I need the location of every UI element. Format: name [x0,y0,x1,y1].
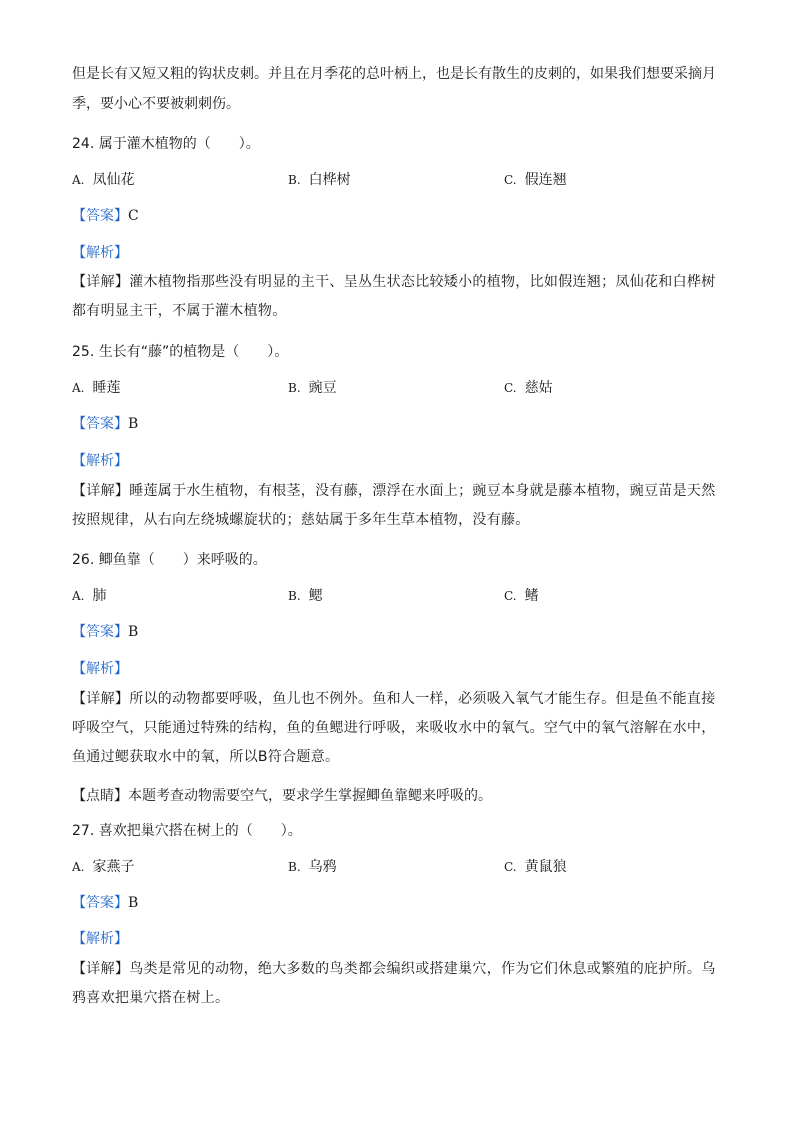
answer-label: 【答案】 [72,624,128,640]
option-text: 肺 [92,588,107,604]
question-24-answer [72,206,724,226]
detail-label: 【详解】 [72,691,130,707]
question-26-analysis [72,659,724,679]
intro-line-2: 季，要小心不要被刺刺伤。 [72,96,240,112]
option-text: 假连翘 [524,172,567,188]
question-27-option-c [504,857,567,877]
analysis-label: 【解析】 [72,931,128,947]
detail-label: 【详解】 [72,483,130,499]
answer-value: B [128,624,139,640]
question-25-detail [72,477,724,535]
answer-label: 【答案】 [72,895,128,911]
option-letter: A. [72,173,85,187]
intro-line-1: 但是长有又短又粗的钩状皮刺。并且在月季花的总叶柄上，也是长有散生的皮刺的，如果我们想要采摘月 [72,66,716,82]
analysis-label: 【解析】 [72,661,128,677]
option-text: 睡莲 [92,380,121,396]
answer-label: 【答案】 [72,208,128,224]
question-27-stem: 27. 喜欢把巢穴搭在树上的（ ）。 [72,823,302,839]
question-24-analysis [72,243,724,263]
option-text: 鳃 [308,588,323,604]
option-letter: B. [288,860,301,874]
question-26-answer [72,622,724,642]
analysis-label: 【解析】 [72,453,128,469]
question-25-option-a [72,378,120,398]
option-letter: A. [72,589,85,603]
detail-text: 鸟类是常见的动物，绝大多数的鸟类都会编织或搭建巢穴，作为它们休息或繁殖的庇护所。乌鸦喜欢把巢穴搭在树上。 [72,961,716,1006]
question-25-answer [72,414,724,434]
question-24-detail [72,268,724,326]
question-26-comment [72,786,724,806]
answer-value: B [128,895,139,911]
option-letter: C. [504,589,517,603]
option-letter: B. [288,381,301,395]
option-letter: C. [504,381,517,395]
option-text: 慈姑 [524,380,553,396]
answer-label: 【答案】 [72,416,128,432]
option-text: 黄鼠狼 [524,859,567,875]
question-25-option-b [288,378,337,398]
option-letter: B. [288,589,301,603]
question-25-option-c [504,378,553,398]
question-27-analysis [72,929,724,949]
option-text: 凤仙花 [92,172,135,188]
option-text: 豌豆 [308,380,337,396]
detail-text: 睡莲属于水生植物，有根茎，没有藤，漂浮在水面上；豌豆本身就是藤本植物，豌豆苗是天然按照规律，从右向左绕城螺旋状的；慈姑属于多年生草本植物，没有藤。 [72,483,716,528]
question-26-detail [72,685,724,772]
answer-value: B [128,416,139,432]
answer-value: C [128,208,139,224]
question-25-stem: 25. 生长有“藤”的植物是（ ）。 [72,344,289,360]
question-26-stem: 26. 鲫鱼靠（ ）来呼吸的。 [72,552,267,568]
option-text: 白桦树 [308,172,351,188]
option-letter: C. [504,860,517,874]
detail-text: 所以的动物都要呼吸，鱼儿也不例外。鱼和人一样，必须吸入氧气才能生存。但是鱼不能直接呼吸空气，只能通过特殊的结构，鱼的鱼鳃进行呼吸，来吸收水中的氧气。空气中的氧气溶解在水中，鱼通过鳃获取水中的氧，所以B符合题意。 [72,691,716,765]
question-27-answer [72,893,724,913]
option-letter: A. [72,381,85,395]
question-24-stem: 24. 属于灌木植物的（ ）。 [72,136,260,152]
option-letter: B. [288,173,301,187]
option-text: 乌鸦 [308,859,337,875]
question-27-option-a [72,857,134,877]
detail-text: 灌木植物指那些没有明显的主干、呈丛生状态比较矮小的植物，比如假连翘；凤仙花和白桦树都有明显主干，不属于灌木植物。 [72,274,716,319]
comment-label: 【点睛】 [72,788,128,804]
option-letter: A. [72,860,85,874]
detail-label: 【详解】 [72,961,130,977]
option-text: 鳍 [524,588,539,604]
question-27-option-b [288,857,337,877]
question-27-detail [72,955,724,1013]
analysis-label: 【解析】 [72,245,128,261]
option-letter: C. [504,173,517,187]
question-26-option-c [504,586,539,606]
comment-text: 本题考查动物需要空气，要求学生掌握鲫鱼靠鳃来呼吸的。 [128,788,492,804]
question-26-option-a [72,586,106,606]
detail-label: 【详解】 [72,274,130,290]
question-25-analysis [72,451,724,471]
question-24-option-a [72,170,134,190]
question-24-option-c [504,170,567,190]
question-26-option-b [288,586,323,606]
question-24-option-b [288,170,351,190]
option-text: 家燕子 [92,859,135,875]
